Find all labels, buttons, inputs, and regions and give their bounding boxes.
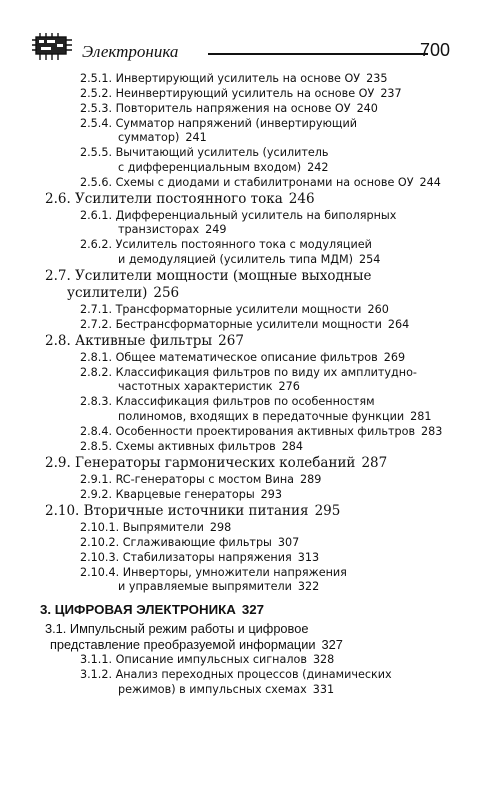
toc-page-number: 331 [312,682,335,696]
toc-entry-title-line: 2.8.2. Классификация фильтров по виду их амплитудно- [80,365,417,379]
toc-entry[interactable] [40,425,447,440]
toc-entry-title-line: 3.1.2. Анализ переходных процессов (динамических [80,668,392,681]
toc-page-number: 254 [359,252,381,266]
toc-entry[interactable] [40,488,447,503]
toc-entry[interactable] [40,621,447,653]
toc-entry-title: 2.9.2. Кварцевые генераторы [80,487,255,501]
toc-page-number: 313 [297,550,320,564]
toc-entry[interactable] [40,351,447,366]
toc-entry-title-line: 2.7. Усилители мощности (мощные выходные [45,268,372,284]
page-number: 700 [419,40,450,60]
toc-page-number: 249 [205,223,227,236]
toc-entry-title: 2.8.4. Особенности проектирования активных фильтров [80,424,416,438]
toc-entry-title-line: 2.6.1. Дифференциальный усилитель на биполярных [80,208,397,222]
toc-entry-title: 2.5.6. Схемы с диодами и стабилитронами на основе ОУ [80,175,414,189]
toc-page-number: 295 [314,503,341,519]
running-header [30,30,450,66]
toc-entry[interactable] [40,395,447,424]
toc-entry-title: 2.8.5. Схемы активных фильтров [80,439,276,453]
toc-entry-title-line: 2.8.3. Классификация фильтров по особенностям [80,395,375,408]
toc-page-number: 267 [218,333,244,349]
toc-entry-title: усилители) [67,285,148,301]
toc-entry-title: полиномов, входящих в передаточные функции [118,409,405,423]
toc-page-number: 256 [153,285,180,301]
toc-entry-title-line: 2.5.4. Сумматор напряжений (инвертирующий [80,116,357,130]
toc-entry-title: с дифференциальным входом) [118,160,302,174]
toc-entry-title: режимов) в импульсных схемах [118,682,307,696]
toc-page-number: 284 [281,439,304,453]
toc-entry[interactable] [40,303,447,318]
toc-page-number: 244 [419,175,441,189]
toc-entry-title: 3. ЦИФРОВАЯ ЭЛЕКТРОНИКА [40,601,236,617]
toc-entry[interactable] [40,536,447,551]
toc-entry-title: 2.7.1. Трансформаторные усилители мощности [80,302,362,316]
header-rule [208,53,428,55]
toc-entry-title-line: 2.5.5. Вычитающий усилитель (усилитель [80,146,329,159]
circuit-board-icon [30,32,76,62]
toc-entry[interactable] [40,503,447,520]
toc-page-number: 287 [361,455,388,471]
toc-page-number: 281 [410,409,432,423]
toc-page-number: 260 [367,302,389,316]
toc-entry-title: 2.9. Генераторы гармонических колебаний [45,455,356,471]
toc-page-number: 241 [185,131,207,144]
toc-entry-title-line: 3.1. Импульсный режим работы и цифровое [45,620,309,636]
toc-entry[interactable] [40,440,447,455]
toc-page-number: 298 [209,520,232,534]
toc-page-number: 327 [241,601,265,617]
toc-entry-title: 2.8. Активные фильтры [45,333,213,349]
toc-entry[interactable] [40,87,447,102]
toc-entry-title: 2.5.2. Неинвертирующий усилитель на основе ОУ [80,86,375,100]
toc-entry[interactable] [40,102,447,117]
toc-entry[interactable] [40,176,447,191]
toc-entry[interactable] [40,668,447,697]
toc-entry-title: представление преобразуемой информации [50,636,316,652]
toc-entry-title: 2.7.2. Бестрансформаторные усилители мощности [80,317,382,331]
toc-page-number: 322 [297,580,320,593]
toc-entry-title: 2.10. Вторичные источники питания [45,503,309,519]
toc-entry-title: сумматор) [118,131,180,144]
toc-entry[interactable] [40,601,447,619]
toc-page-number: 307 [277,535,300,549]
toc-entry-title: 2.10.3. Стабилизаторы напряжения [80,550,292,564]
table-of-contents [40,71,447,697]
toc-page-number: 328 [312,653,335,666]
toc-page-number: 237 [380,86,402,100]
toc-page-number: 242 [307,160,329,174]
toc-page-number: 269 [383,350,406,364]
toc-entry-title-line: 2.6.2. Усилитель постоянного тока с модуляцией [80,238,372,251]
toc-entry-title: частотных характеристик [118,380,273,393]
toc-entry[interactable] [40,268,447,302]
toc-entry[interactable] [40,653,447,668]
toc-entry[interactable] [40,333,447,350]
toc-entry-title: 3.1.1. Описание импульсных сигналов [80,653,307,666]
toc-entry-title-line: 2.10.4. Инверторы, умножители напряжения [80,565,347,579]
toc-entry-title: 2.5.1. Инвертирующий усилитель на основе ОУ [80,71,361,85]
toc-entry[interactable] [40,238,447,267]
toc-entry[interactable] [40,117,447,146]
toc-entry-title: и демодуляцией (усилитель типа МДМ) [118,252,354,266]
toc-entry-title: 2.6. Усилители постоянного тока [45,191,283,207]
toc-entry-title: 2.10.2. Сглаживающие фильтры [80,535,272,549]
toc-entry-title: 2.5.3. Повторитель напряжения на основе ОУ [80,101,351,115]
toc-page-number: 293 [260,487,283,501]
toc-entry-title: и управляемые выпрямители [118,580,292,593]
toc-entry[interactable] [40,146,447,175]
toc-entry[interactable] [40,551,447,566]
toc-page-number: 276 [278,380,300,393]
toc-page-number: 283 [421,424,443,438]
toc-entry-title: 2.10.1. Выпрямители [80,520,204,534]
toc-page-number: 264 [387,317,410,331]
toc-page-number: 246 [288,191,315,207]
toc-entry[interactable] [40,566,447,595]
toc-entry-title: 2.9.1. RC-генераторы с мостом Вина [80,472,295,486]
toc-entry[interactable] [40,366,447,395]
running-header-title: Электроника [82,42,179,61]
toc-page-number: 240 [356,101,378,115]
toc-entry-title: 2.8.1. Общее математическое описание фильтров [80,350,378,364]
toc-entry[interactable] [40,473,447,488]
toc-page-number: 289 [300,472,322,486]
toc-entry[interactable] [40,318,447,333]
toc-page-number: 235 [366,71,388,85]
toc-entry[interactable] [40,72,447,87]
toc-entry-title: транзисторах [118,223,200,236]
toc-entry[interactable] [40,209,447,238]
toc-entry[interactable] [40,521,447,536]
toc-entry[interactable] [40,191,447,208]
toc-page-number: 327 [321,636,343,652]
toc-entry[interactable] [40,455,447,472]
